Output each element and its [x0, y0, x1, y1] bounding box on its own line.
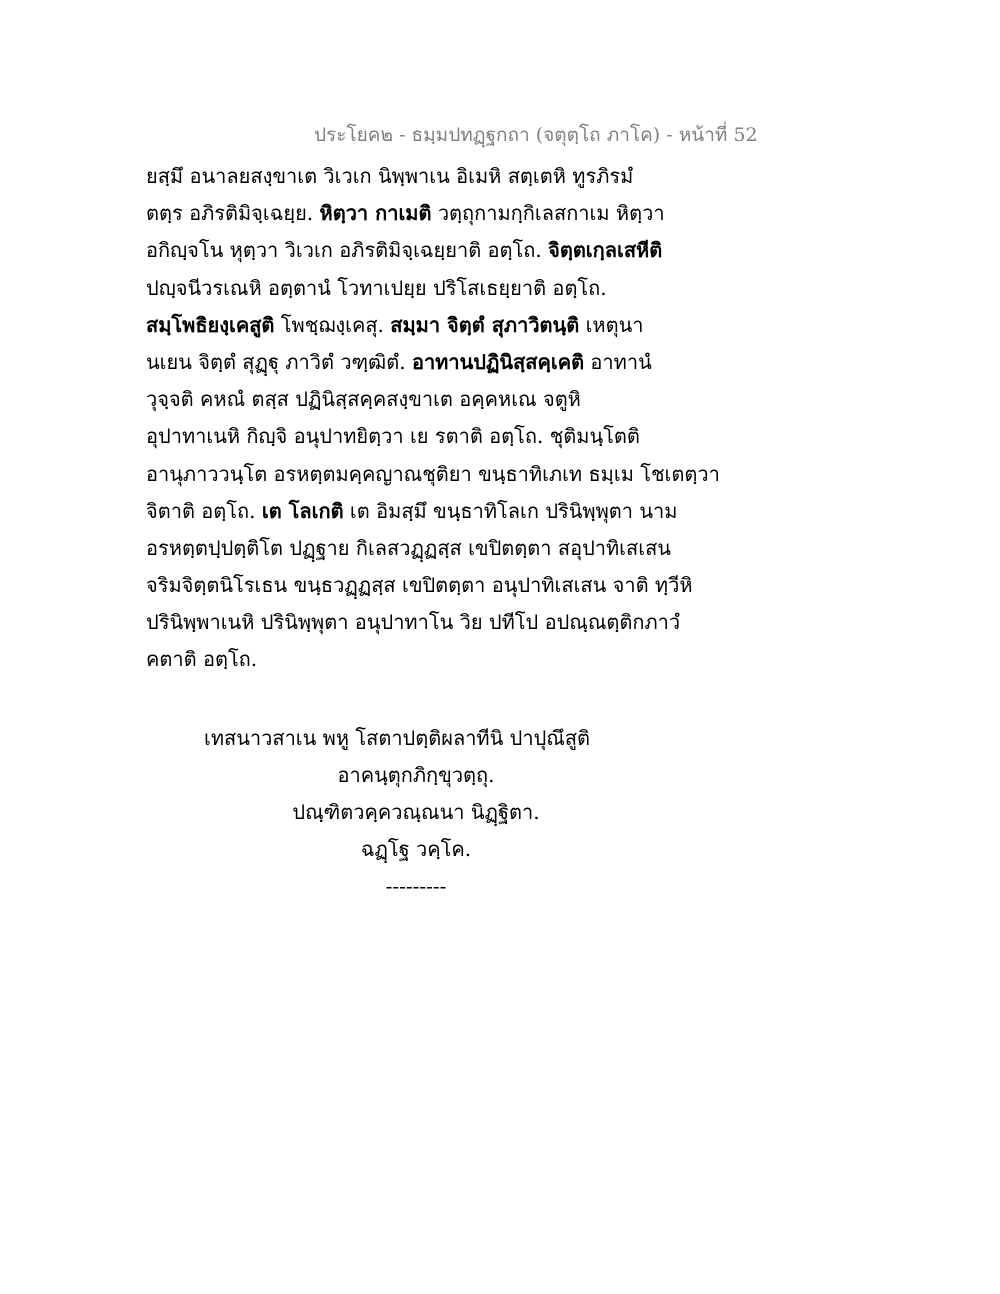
text-run: อกิญฺจโน หุตฺวา วิเวเก อภิรติมิจฺเฉยฺยาติ อตฺโถ. [146, 238, 549, 263]
bold-term: เต โลเกติ [261, 498, 344, 523]
text-line [146, 641, 706, 678]
text-run: อุปาทาเนหิ กิญฺจิ อนุปาทยิตฺวา เย รตาติ อตฺโถ. ชุติมนฺโตติ [146, 424, 640, 449]
text-run: อาทานํ [584, 349, 652, 374]
text-run: วตฺถุกามกฺกิเลสกาเม หิตฺวา [431, 201, 665, 226]
text-line [146, 493, 706, 530]
closing-line-1: เทสนาวสาเน พหู โสตาปตฺติผลาทีนิ ปาปุณึสูติ [204, 726, 591, 750]
text-line [146, 530, 706, 567]
text-line [146, 158, 706, 195]
closing-line-3: ปณฺฑิตวคฺควณฺณนา นิฏฺฐิตา. [292, 800, 540, 824]
bold-term: จิตฺตเกฺลเสหีติ [548, 238, 663, 263]
text-line [146, 232, 706, 269]
text-line [146, 195, 706, 232]
text-line [146, 307, 706, 344]
text-run: วุจฺจติ คหณํ ตสฺส ปฏินิสฺสคฺคสงฺขาเต อคฺคหเณ จตูหิ [146, 387, 581, 412]
text-run: ปรินิพฺพาเนหิ ปรินิพฺพุตา อนุปาทาโน วิย ปทีโป อปณฺณตฺติกภาวํ [146, 610, 681, 635]
text-run: โพชฺฌงฺเคสุ. [274, 312, 391, 337]
text-line [146, 456, 720, 493]
text-run: เต อิมสฺมึ ขนฺธาทิโลเก ปรินิพฺพุตา นาม [343, 498, 678, 523]
text-line [146, 604, 706, 641]
bold-term: อาทานปฏินิสฺสคฺเคติ [411, 349, 585, 374]
bold-term: สมฺโพธิยงฺเคสูติ [146, 312, 275, 337]
closing-divider: --------- [385, 874, 447, 898]
text-run: อานุภาววนฺโต อรหตฺตมคฺคญาณชุติยา ขนฺธาทิเภเท ธมฺเม โชเตตฺวา [146, 461, 720, 486]
text-run: จริมจิตฺตนิโรเธน ขนฺธวฏฺฏสฺส เขปิตตฺตา อนุปาทิเสเสน จาติ ทฺวีหิ [146, 573, 693, 598]
text-line [146, 381, 706, 418]
text-line [146, 418, 706, 455]
text-run: จิตาติ อตฺโถ. [146, 498, 262, 523]
closing-line-2: อาคนฺตุกภิกฺขุวตฺถุ. [337, 763, 495, 787]
text-run: นเยน จิตฺตํ สุฏฺฐุ ภาวิตํ วฑฺฒิตํ. [146, 349, 412, 374]
bold-term: หิตฺวา กาเมติ [319, 201, 432, 226]
main-text-block [146, 158, 720, 679]
text-line [146, 344, 706, 381]
text-run: คตาติ อตฺโถ. [146, 647, 258, 672]
text-line [146, 270, 706, 307]
text-run: ยสฺมึ อนาลยสงฺขาเต วิเวเก นิพฺพาเน อิเมหิ สตฺเตหิ ทูรภิรมํ [146, 164, 634, 188]
bold-term: สมฺมา จิตฺตํ สุภาวิตนฺติ [390, 312, 580, 337]
text-run: เหตุนา [579, 312, 644, 337]
closing-line-4: ฉฏฺโฐ วคฺโค. [360, 837, 472, 861]
running-header-text: ประโยค๒ - ธมฺมปทฏฺฐกถา (จตุตฺโถ ภาโค) - หน้าที่ 52 [314, 124, 758, 146]
text-line [146, 567, 706, 604]
text-run: อรหตฺตปฺปตฺติโต ปฏฺฐาย กิเลสวฏฺฏสฺส เขปิตตฺตา สอุปาทิเสเสน [146, 535, 671, 560]
text-run: ตตฺร อภิรติมิจฺเฉยฺย. [146, 201, 320, 226]
text-run: ปญฺจนีวรเณหิ อตฺตานํ โวทาเปยฺย ปริโสเธยฺยาติ อตฺโถ. [146, 275, 607, 300]
